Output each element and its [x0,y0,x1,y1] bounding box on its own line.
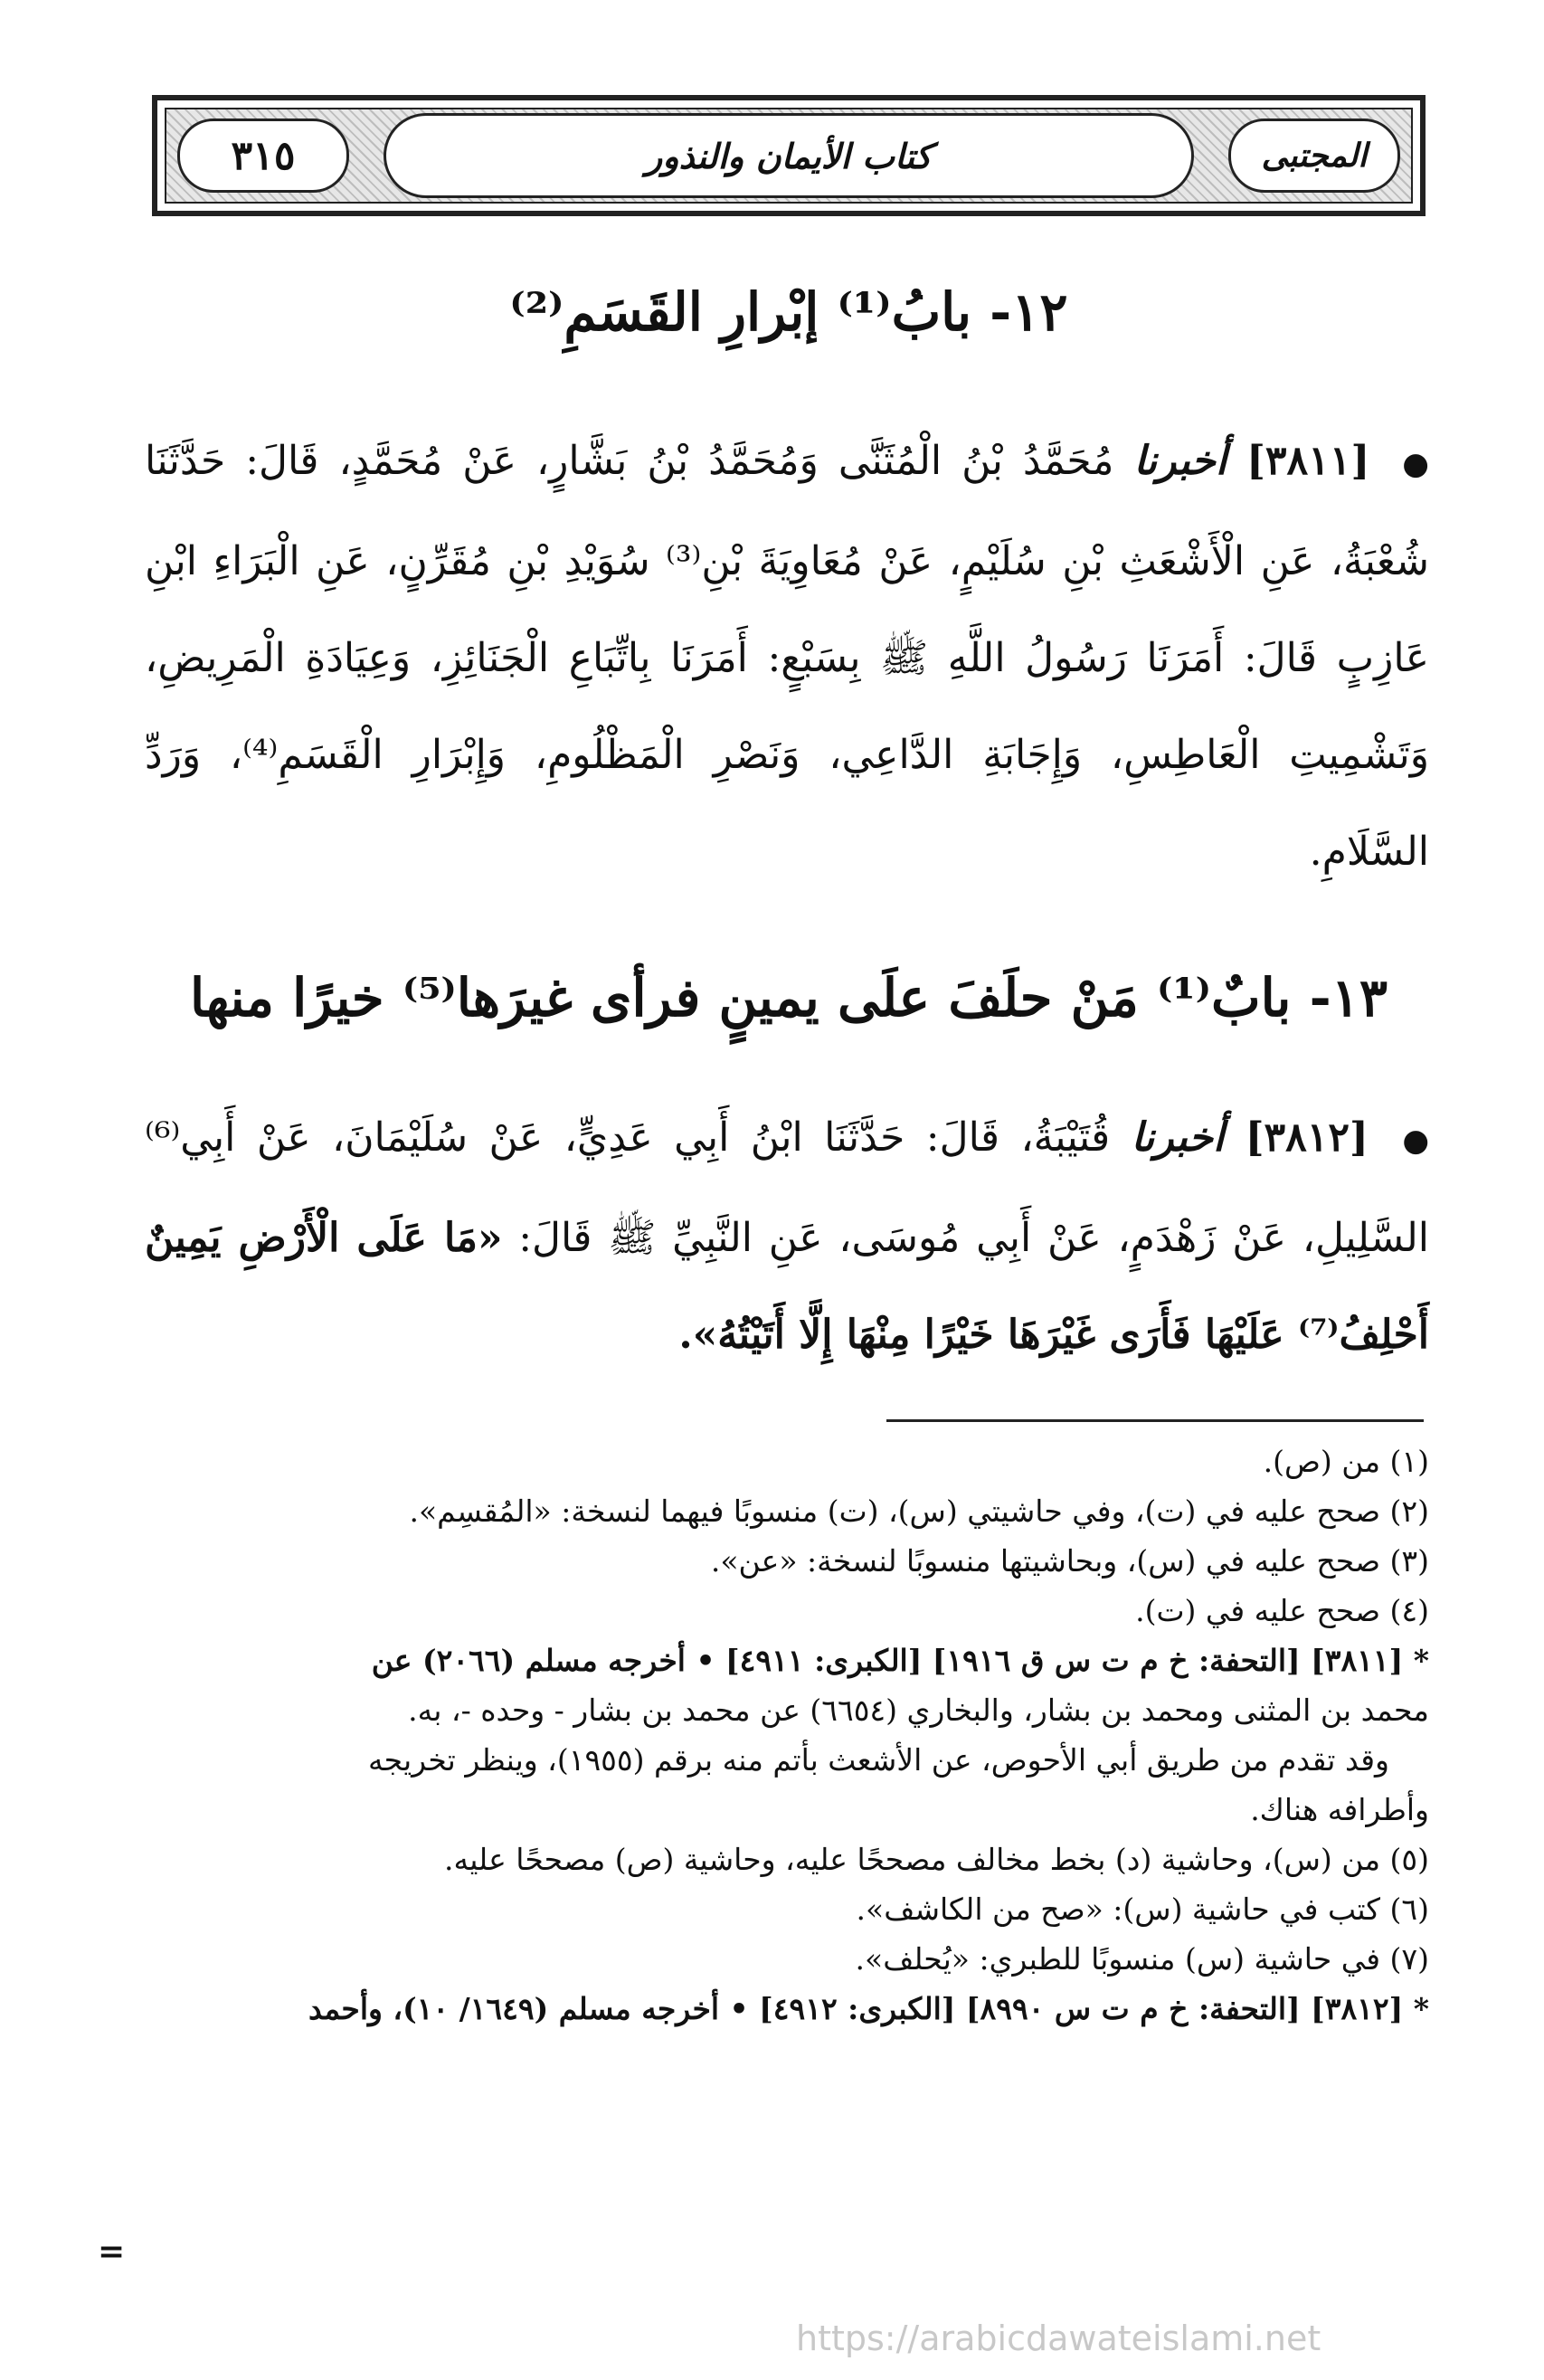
hadith-text: قُتَيْبَةُ، قَالَ: حَدَّثَنَا ابْنُ أَبِي عَدِيٍّ، عَنْ سُلَيْمَانَ، عَنْ أَبِي⁽⁶⁾ السَّلِيلِ، عَنْ زَهْدَمٍ، عَنْ أَبِي مُوسَى، عَنِ النَّبِيِّ ﷺ قَالَ: [145,1114,1429,1261]
takhrij-3811-line3: وقد تقدم من طريق أبي الأحوص، عن الأشعث بأتم منه برقم (١٩٥٥)، وينظر تخريجه [367,1742,1389,1778]
hadith-opening: أخبرنا [1133,438,1227,484]
chapter-12-title: ١٢- بابُ⁽¹⁾ إبْرارِ القَسَمِ⁽²⁾ [509,281,1068,343]
continuation-mark: = [98,2233,126,2271]
chapter-13-title: ١٣- بابٌ⁽¹⁾ مَنْ حلَفَ علَى يمينٍ فرأى غيرَها⁽⁵⁾ خيرًا منها [189,967,1388,1029]
footnotes [145,1437,1429,2034]
footnote-4: (٤) صحح عليه في (ت). [1135,1593,1429,1628]
footnote-2: (٢) صحح عليه في (ت)، وفي حاشيتي (س)، (ت) منسوبًا فيهما لنسخة: «المُقسِم». [409,1493,1429,1529]
takhrij-3811-line2: محمد بن المثنى ومحمد بن بشار، والبخاري (٦٦٥٤) عن محمد بن بشار - وحده -، به. [408,1693,1429,1728]
takhrij-3811-line4: وأطرافه هناك. [1250,1792,1429,1827]
footnote-separator [886,1419,1424,1422]
takhrij-3811-line1: * [٣٨١١] [التحفة: خ م ت س ق ١٩١٦] [الكبرى: ٤٩١١] • أخرجه مسلم (٢٠٦٦) عن [371,1643,1429,1678]
hadith-3811 [145,412,1429,900]
footnote-1: (١) من (ص). [1263,1444,1429,1479]
hadith-text: مُحَمَّدُ بْنُ الْمُثَنَّى وَمُحَمَّدُ بْنُ بَشَّارٍ، عَنْ مُحَمَّدٍ، قَالَ: حَدَّثَنَا شُعْبَةُ، عَنِ الْأَشْعَثِ بْنِ سُلَيْمٍ، عَنْ مُعَاوِيَةَ بْنِ⁽³⁾ سُوَيْدِ بْنِ مُقَرِّنٍ، عَنِ الْبَرَاءِ ابْنِ عَازِبٍ قَالَ: أَمَرَنَا رَسُولُ اللَّهِ ﷺ بِسَبْعٍ: أَمَرَنَا بِاتِّبَاعِ الْجَنَائِزِ، وَعِيَادَةِ الْمَرِيضِ، وَتَشْمِيتِ الْعَاطِسِ، وَإِجَابَةِ الدَّاعِي، وَنَصْرِ الْمَظْلُومِ، وَإِبْرَارِ الْقَسَمِ⁽⁴⁾، وَرَدِّ السَّلَامِ. [145,438,1429,875]
page-header [152,95,1426,216]
footnote-7: (٧) في حاشية (س) منسوبًا للطبري: «يُحلف». [855,1941,1429,1977]
book-title: كتاب الأيمان والنذور [384,113,1194,198]
page-number: ٣١٥ [177,119,349,193]
footnote-5: (٥) من (س)، وحاشية (د) بخط مخالف مصححًا عليه، وحاشية (ص) مصححًا عليه. [444,1842,1429,1877]
watermark: https://arabicdawateislami.net [796,2318,1321,2358]
hadith-3812 [145,1089,1429,1383]
footnote-3: (٣) صحح عليه في (س)، وبحاشيتها منسوبًا لنسخة: «عن». [710,1543,1429,1579]
takhrij-3812-line1: * [٣٨١٢] [التحفة: خ م ت س ٨٩٩٠] [الكبرى: ٤٩١٢] • أخرجه مسلم (١٦٤٩/ ١٠)، وأحمد [308,1991,1429,2026]
bullet-icon: ● [1402,446,1429,482]
hadith-quote: «مَا عَلَى الْأَرْضِ يَمِينٌ أَحْلِفُ⁽⁷⁾ عَلَيْهَا فَأَرَى غَيْرَهَا خَيْرًا مِنْهَا إِلَّا أَتَيْتُهُ». [145,1215,1429,1358]
hadith-number: [٣٨١٢] [1245,1114,1369,1161]
series-logo: المجتبى [1228,119,1400,193]
footnote-6: (٦) كتب في حاشية (س): «صح من الكاشف». [856,1892,1429,1927]
hadith-number: [٣٨١١] [1246,438,1370,484]
hadith-opening: أخبرنا [1131,1114,1225,1161]
bullet-icon: ● [1402,1123,1429,1159]
